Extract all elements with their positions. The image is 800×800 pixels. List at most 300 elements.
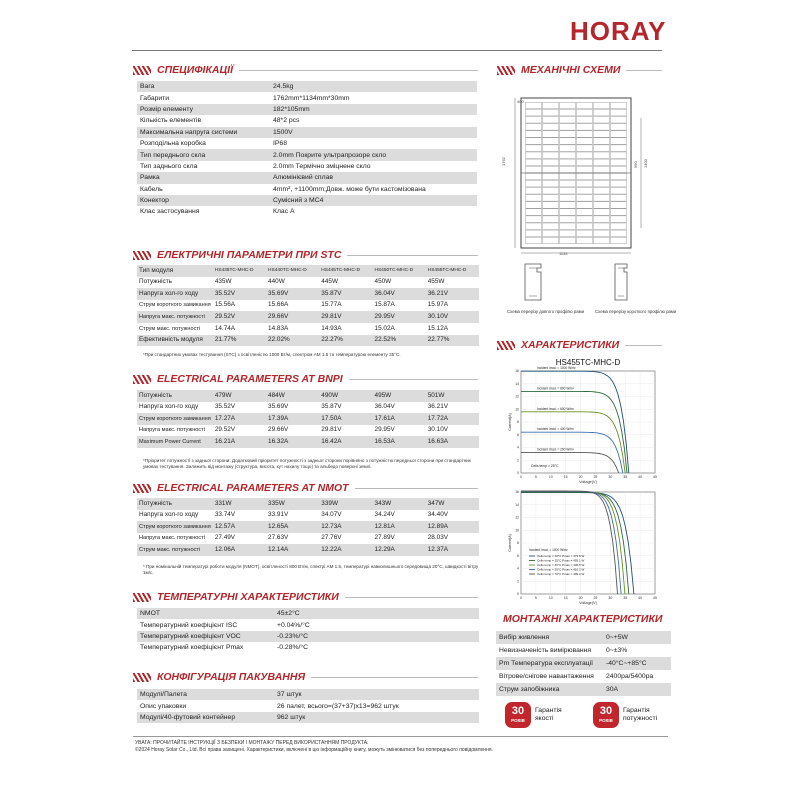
param-value: 15.56A [214,301,236,309]
x-tick-label: 30 [608,475,613,479]
spec-row [137,689,479,700]
table-row [137,402,479,414]
spec-row [137,104,477,115]
x-tick-label: 25 [593,596,598,600]
spec-row [496,683,671,696]
stripes-icon [497,341,515,350]
row-value: 182*105mm [273,105,310,113]
section-char-header [497,339,662,351]
param-value: 12.14A [268,545,289,553]
spec-row [137,115,477,126]
series-label: Incident Irrad. = 400 W/m² [537,427,574,432]
dim-width: 1134 [559,251,568,256]
param-value: 440W [268,278,285,286]
row-value: Сумісний з МС4 [273,197,324,205]
x-tick-label: 5 [534,596,537,600]
row-value: 26 палет, всього=(37+37)x13=962 штук [277,702,399,710]
section-nmot-header [133,482,478,494]
row-value: 1762mm*1134mm*30mm [273,94,350,102]
param-value: 21.77% [214,336,237,344]
row-label: Кабель [140,185,163,193]
param-label: Напруга хол-го ходу [139,289,199,297]
chart-annotation: Cells temp = 25°C [531,464,559,468]
row-value: 962 штук [277,713,306,721]
param-value: 15.66A [268,301,289,309]
x-tick-label: 15 [563,596,568,600]
param-value: 12.22A [321,545,342,553]
table-row [137,436,479,448]
spec-row [137,149,477,160]
series-label: Incident Irrad. = 1000 W/m² [537,366,576,371]
x-tick-label: 10 [548,596,553,600]
param-label: Maximum Power Current [139,438,201,445]
short-profile-drawing [615,264,627,300]
iv-chart-irradiance [505,355,665,485]
param-value: 17.39A [268,414,289,422]
row-label: Розподільна коробка [140,140,206,148]
row-value: Алюмінієвий сплав [273,174,333,182]
header-cell: HS450TC-MHC-D [374,267,414,273]
row-value: -40°C~+85°C [606,660,647,667]
spec-row [137,92,477,103]
row-label: Модулі/Палета [140,691,187,699]
y-tick-label: 8 [517,420,519,424]
power-warranty-badge [593,702,663,728]
quality-warranty-label: Гарантія якості [535,707,562,722]
param-value: 29.95V [374,312,395,320]
row-label: Модулі/40-футовий контейнер [140,713,236,721]
param-label: Струм макс. потужності [139,325,201,332]
param-value: 29.52V [214,312,236,320]
param-value: 30.10V [427,426,449,434]
row-value: -0.23%/°C [277,632,309,640]
dim-b: 1400 [643,159,648,168]
iv-chart-temperature [505,486,665,606]
table-row [137,533,479,545]
param-value: 36.04V [374,289,395,297]
bnpi-table [137,390,479,448]
param-value: 12.65A [268,522,289,530]
row-label: Вага [140,83,155,91]
param-value: 495W [374,391,392,399]
param-value: 36.21V [427,289,449,297]
temp-table [137,608,479,654]
x-tick-label: 35 [623,475,628,479]
param-value: 501W [427,391,445,399]
param-value: 445W [321,278,338,286]
y-tick-label: 0 [517,592,519,596]
param-value: 34.07V [321,511,342,519]
stripes-icon [133,673,151,682]
row-value: 30A [606,686,619,693]
table-row [137,510,479,522]
param-value: 15.97A [427,301,449,309]
spec-row [496,657,671,670]
row-label: Клас застосування [140,208,200,216]
spec-row [496,631,671,644]
y-tick-label: 14 [515,502,519,507]
x-tick-label: 45 [653,475,657,479]
row-value: 37 штук [277,691,302,699]
param-value: 17.72A [427,414,449,422]
warranty-years-badge: 30 РОКІВ [505,702,531,728]
pack-table [137,689,479,723]
y-tick-label: 12 [515,515,519,520]
param-label: Напруга хол-го ходу [139,511,199,519]
y-tick-label: 6 [517,553,519,558]
param-value: 27.76V [321,534,342,542]
section-stc-header [133,249,478,261]
param-value: 35.52V [214,289,236,297]
table-row [137,335,479,347]
stripes-icon [133,484,151,493]
footer-divider [133,736,668,737]
param-label: Напруга макс. потужності [139,313,206,320]
x-tick-label: 45 [653,596,657,600]
footer-copyright: ©2024 Horay Solar Co., Ltd. Всі права захищені. Характеристики, включені в цю інформаційну книгу, можуть змінюватися без попереднього повідомлення. [135,747,493,753]
series-label: Incident Irrad. = 200 W/m² [537,447,574,452]
row-value: 0~±3% [606,647,628,654]
param-label: Напруга макс. потужності [139,427,206,434]
param-value: 35.87V [321,289,342,297]
y-tick-label: 16 [515,369,519,373]
row-label: Тип переднього скла [140,151,206,159]
x-tick-label: 5 [534,475,537,479]
section-temp-header [133,591,478,603]
param-value: 29.66V [268,426,289,434]
spec-row [137,608,479,619]
section-nmot-title: ELECTRICAL PARAMETERS AT NMOT [157,482,349,494]
x-tick-label: 10 [548,475,553,479]
y-axis-label: Current(A) [508,413,512,431]
param-label: Потужність [139,278,172,286]
param-value: 484W [268,391,285,399]
y-tick-label: 14 [515,381,519,386]
param-value: 34.24V [374,511,395,519]
spec-row [496,670,671,683]
row-label: NMOT [140,610,161,618]
legend-label: Cells temp = 40°C Pmax = 436.5 W [537,563,585,567]
x-tick-label: 15 [563,475,568,479]
row-value: 4mm², +1100mm;Довж. може бути кастомізована [273,185,426,193]
param-value: 15.02A [374,324,395,332]
y-tick-label: 6 [517,432,519,437]
param-label: Потужність [139,499,172,507]
param-label: Потужність [139,391,172,399]
legend-label: Cells temp = 70°C Pmax = 399.0 W [537,572,585,576]
param-value: 35.87V [321,403,342,411]
long-profile-caption: Схема перерізу довгого профілю рами [507,309,584,314]
section-mech-header [497,64,662,76]
param-label: Напруга макс. потужності [139,535,206,542]
legend-label: Cells temp = 10°C Pmax = 473.5 W [537,554,585,558]
param-value: 28.03V [427,534,449,542]
section-temp-title: ТЕМПЕРАТУРНІ ХАРАКТЕРИСТИКИ [157,591,339,603]
panel-drawing [515,98,641,253]
short-profile-caption: Схема перерізу короткого профілю рами [595,309,677,314]
section-bnpi-title: ELECTRICAL PARAMETERS AT BNPI [157,373,343,385]
row-label: Температурний коефіцієнт Pmax [140,644,244,652]
x-tick-label: 20 [578,475,583,479]
section-bnpi-header [133,373,478,385]
stripes-icon [133,251,151,260]
param-value: 12.37A [427,545,449,553]
spec-row [137,172,477,183]
nmot-table [137,498,479,556]
y-tick-label: 4 [517,566,519,571]
spec-row [137,631,479,642]
row-label: Струм запобіжника [499,686,560,693]
param-value: 29.95V [374,426,395,434]
row-value: 48*2 pcs [273,117,300,125]
row-value: 2.0mm Термічно зміцнене скло [273,162,371,170]
row-label: Опис упаковки [140,702,187,710]
row-value: -0.28%/°C [277,644,309,652]
param-value: 27.63V [268,534,289,542]
x-tick-label: 30 [608,596,613,600]
param-value: 27.89V [374,534,395,542]
stripes-icon [133,375,151,384]
stc-table [137,265,479,346]
table-row [137,311,479,323]
row-value: IP68 [273,140,287,148]
spec-row [137,195,477,206]
spec-row [137,184,477,195]
row-label: Рамка [140,174,160,182]
dim-c: 990 [633,161,638,168]
dim-a: 400 [517,99,524,104]
param-value: 12.89A [427,522,449,530]
y-tick-label: 2 [517,458,519,463]
section-mount-title: МОНТАЖНІ ХАРАКТЕРИСТИКИ [503,613,663,625]
param-value: 17.27A [214,414,236,422]
power-warranty-label: Гарантія потужності [623,707,658,722]
param-value: 36.21V [427,403,449,411]
row-label: Максимальна напруга системи [140,128,238,136]
param-value: 22.52% [374,336,397,344]
param-label: Струм макс. потужності [139,546,201,553]
section-pack-title: КОНФІГУРАЦІЯ ПАКУВАННЯ [157,671,306,683]
y-tick-label: 4 [517,445,519,450]
x-tick-label: 25 [593,475,598,479]
param-value: 29.66V [268,312,289,320]
param-value: 29.52V [214,426,236,434]
header-cell: HS435TC-MHC-D [214,267,254,273]
param-value: 343W [374,499,392,507]
stripes-icon [497,66,515,75]
param-value: 490W [321,391,338,399]
row-label: Тип заднього скла [140,162,198,170]
param-value: 331W [214,499,232,507]
mechanical-drawing [497,78,677,340]
chart-annotation: Incident Irrad. = 1000 W/m² [529,548,568,552]
header-divider [132,50,662,51]
param-value: 335W [268,499,285,507]
param-value: 22.02% [268,336,290,344]
param-value: 12.81A [374,522,395,530]
row-value: 2400pa/5400pa [606,673,654,680]
param-value: 15.77A [321,301,342,309]
table-row [137,425,479,437]
header-cell: HS445TC-MHC-D [321,267,360,273]
row-label: Розмір елементу [140,105,194,113]
param-value: 16.42A [321,437,342,445]
stc-note: *При стандартних умовах тестування (STC) з освітленістю 1000 Вт/м, спектром AM 1.5 та температурою елементу 25°С. [143,352,401,357]
table-row [137,390,479,402]
y-tick-label: 10 [515,528,519,533]
param-value: 22.77% [427,336,450,344]
param-value: 479W [214,391,232,399]
spec-row [137,700,479,711]
brand-logo: HORAY [570,16,667,46]
row-value: Клас А [273,208,295,216]
param-value: 12.06A [214,545,236,553]
spec-row [137,642,479,653]
legend-label: Cells temp = 55°C Pmax = 416.2 W [537,567,585,572]
y-tick-label: 10 [515,407,519,412]
row-label: Температурний коефіцієнт ISC [140,621,238,629]
bnpi-note: *Пріоритет потужності з задньої сторони: Додатковий пріоритет потужності з задньої сторони порівняно з потужністю передньої сторони при стандартних умовах тестування. Залежить від монтажу (структура, висота, кут нахилу тощо) та альбедо поверхні землі. [143,458,471,469]
row-value: 1500V [273,128,293,136]
table-row [137,413,479,425]
x-axis-label: Voltage(V) [579,480,597,484]
param-label: Струм короткого замикання [139,302,211,309]
y-tick-label: 2 [517,579,519,584]
row-value: 45±2°C [277,610,300,618]
param-value: 36.04V [374,403,395,411]
param-value: 16.32A [268,437,289,445]
y-axis-label: Current(A) [508,534,512,552]
spec-row [137,161,477,172]
section-mount-header [497,613,667,625]
mount-table [496,631,671,696]
chart-title: HS455TC-MHC-D [555,358,621,367]
y-tick-label: 16 [515,490,519,494]
x-tick-label: 40 [638,596,643,600]
param-value: 33.74V [214,511,236,519]
param-value: 12.29A [374,545,395,553]
param-value: 33.91V [268,511,289,519]
row-value: +0.04%/°C [277,621,310,629]
x-tick-label: 35 [623,596,628,600]
row-value: 0~+5W [606,634,628,641]
row-label: Конектор [140,197,169,205]
section-char-title: ХАРАКТЕРИСТИКИ [521,339,620,351]
header-cell: HS455TC-MHC-D [427,267,467,273]
row-label: Рm Температура експлуатації [499,660,594,667]
table-row [137,300,479,312]
param-value: 339W [321,499,338,507]
y-tick-label: 0 [517,471,519,475]
param-value: 29.81V [321,312,342,320]
footer-warning: УВАГА: ПРОЧИТАЙТЕ ІНСТРУКЦІЇ З БЕЗПЕКИ І МОНТАЖУ ПЕРЕД ВИКОРИСТАННЯМ ПРОДУКТА. [135,740,369,746]
table-row [137,498,479,510]
row-label: Кількість елементів [140,117,202,125]
table-header-row [137,265,479,277]
row-label: Вибір живлення [499,634,550,641]
param-value: 16.21A [214,437,236,445]
row-label: Вітрове/снігове навантаження [499,673,594,680]
param-value: 14.83A [268,324,289,332]
x-tick-label: 20 [578,596,583,600]
spec-table [137,81,477,218]
param-value: 15.12A [427,324,449,332]
row-label: Температурний коефіцієнт VOC [140,632,241,640]
spec-row [137,81,477,92]
spec-row [137,127,477,138]
param-value: 35.69V [268,289,289,297]
param-value: 16.63A [427,437,449,445]
param-value: 14.93A [321,324,342,332]
spec-row [137,206,477,217]
param-value: 450W [374,278,392,286]
param-value: 35.69V [268,403,289,411]
row-value: 2.0mm Покрите ультрапрозоре скло [273,151,387,159]
y-tick-label: 8 [517,541,519,545]
param-value: 17.61A [374,414,395,422]
header-cell: HS440TC-MHC-D [268,267,307,273]
param-value: 455W [427,278,445,286]
section-spec-header [133,64,478,76]
param-value: 435W [214,278,232,286]
param-value: 17.50A [321,414,342,422]
row-label: Невизначеність вимірювання [499,647,592,654]
param-value: 347W [427,499,445,507]
param-label: Ефективність модуля [139,336,203,344]
param-value: 35.52V [214,403,236,411]
table-row [137,323,479,335]
section-stc-title: ЕЛЕКТРИЧНІ ПАРАМЕТРИ ПРИ STC [157,249,342,261]
param-value: 12.73A [321,522,342,530]
dim-height: 1762 [501,157,506,166]
warranty-years-badge: 30 РОКІВ [593,702,619,728]
series-label: Incident Irrad. = 600 W/m² [537,406,574,411]
x-tick-label: 0 [520,596,522,600]
param-label: Струм короткого замикання [139,415,211,422]
table-row [137,277,479,289]
table-row [137,521,479,533]
stripes-icon [133,593,151,602]
spec-row [137,712,479,723]
param-label: Напруга хол-го ходу [139,403,199,411]
header-cell: Тип модуля [139,266,174,274]
long-profile-drawing [525,264,541,300]
param-value: 14.74A [214,324,236,332]
param-value: 22.27% [321,336,343,344]
section-spec-title: СПЕЦИФІКАЦІЇ [157,64,233,76]
section-mech-title: МЕХАНІЧНІ СХЕМИ [521,64,621,76]
section-pack-header [133,671,478,683]
series-label: Incident Irrad. = 800 W/m² [537,386,574,391]
param-value: 27.49V [214,534,236,542]
row-value: 24.5kg [273,83,294,91]
param-label: Струм короткого замикання [139,523,211,530]
spec-row [137,138,477,149]
stripes-icon [133,66,151,75]
spec-row [496,644,671,657]
param-value: 15.87A [374,301,395,309]
nmot-note: * При номінальній температурі роботи модуля (NMOT), освітленості 800 Вт/м, спектрі AM 1.5, температурі навколишнього середовища 20°С, швидкості вітру 1м/с. [143,564,479,575]
table-row [137,288,479,300]
row-label: Габарити [140,94,170,102]
param-value: 34.40V [427,511,449,519]
param-value: 29.81V [321,426,342,434]
spec-row [137,619,479,630]
y-tick-label: 12 [515,394,519,399]
param-value: 16.53A [374,437,395,445]
x-tick-label: 40 [638,475,643,479]
quality-warranty-badge [505,702,567,728]
